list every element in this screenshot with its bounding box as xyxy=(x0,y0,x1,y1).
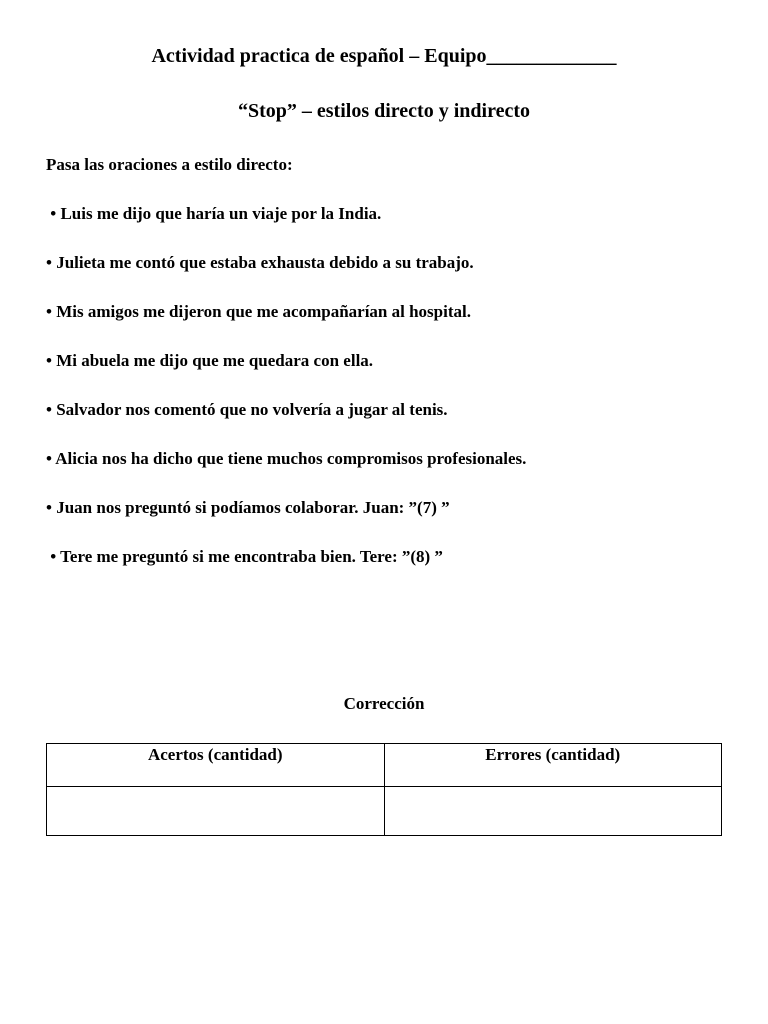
sentence-item-1: • Luis me dijo que haría un viaje por la India. xyxy=(46,204,382,223)
header-errores: Errores (cantidad) xyxy=(384,744,722,787)
page-subtitle: “Stop” – estilos directo y indirecto xyxy=(237,100,531,122)
sentence-item-2: • Julieta me contó que estaba exhausta debido a su trabajo. xyxy=(46,253,474,272)
sentence-item-7: • Juan nos preguntó si podíamos colaborar. Juan: ”(7) ” xyxy=(46,498,450,517)
sentence-item-6: • Alicia nos ha dicho que tiene muchos compromisos profesionales. xyxy=(46,449,527,468)
sentence-item-4: • Mi abuela me dijo que me quedara con ella. xyxy=(46,351,374,370)
sentence-list xyxy=(46,203,526,595)
correction-title: Corrección xyxy=(343,694,425,713)
table-row xyxy=(47,787,722,836)
sentence-item-8: • Tere me preguntó si me encontraba bien. Tere: ”(8) ” xyxy=(46,547,443,566)
sentence-item-3: • Mis amigos me dijeron que me acompañarían al hospital. xyxy=(46,302,471,321)
cell-errores-value[interactable] xyxy=(384,787,722,836)
cell-acertos-value[interactable] xyxy=(47,787,385,836)
header-acertos: Acertos (cantidad) xyxy=(47,744,385,787)
correction-table xyxy=(46,743,722,836)
page-title: Actividad practica de español – Equipo_____________ xyxy=(151,45,617,67)
table-header-row xyxy=(47,744,722,787)
instruction-text: Pasa las oraciones a estilo directo: xyxy=(46,155,293,174)
sentence-item-5: • Salvador nos comentó que no volvería a jugar al tenis. xyxy=(46,400,448,419)
